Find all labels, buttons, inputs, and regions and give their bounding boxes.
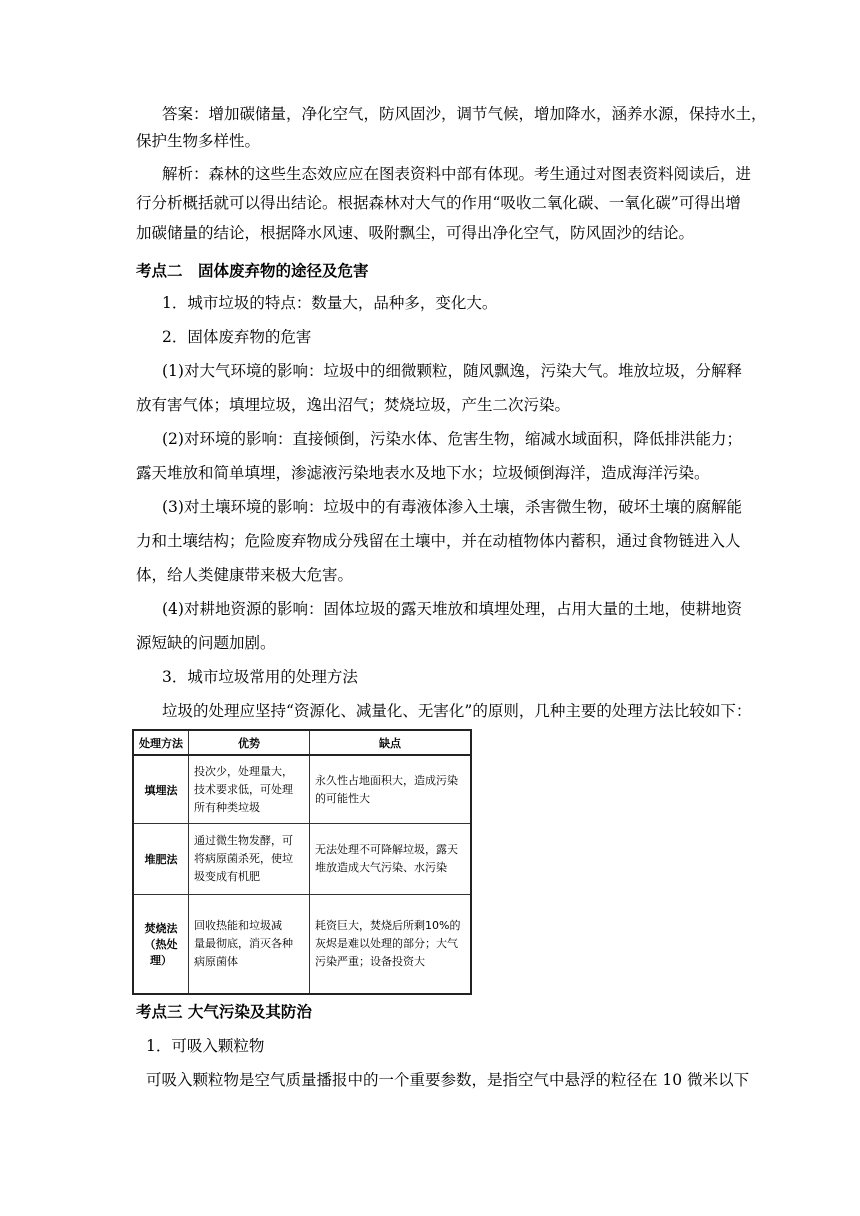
cell-line: 灰烬是难以处理的部分；大气 [315, 937, 458, 950]
table-row [133, 755, 471, 824]
item-3-line-1: (3)对土壤环境的影响：垃圾中的有毒液体渗入土壤，杀害微生物，破坏土壤的腐解能 [162, 498, 742, 516]
principle-paragraph: 垃圾的处理应坚持“资源化、减量化、无害化”的原则，几种主要的处理方法比较如下： [162, 702, 752, 720]
item-4-line-2: 源短缺的问题加剧。 [136, 634, 276, 652]
advantage-cell [189, 824, 310, 895]
cell-line: 技术要求低，可处理 [194, 782, 293, 796]
waste-treatment-table [132, 729, 472, 995]
item-2-line-1: (2)对环境的影响：直接倾倒，污染水体、危害生物，缩减水域面积，降低排洪能力； [162, 430, 742, 448]
table-header: 优势 [189, 730, 310, 755]
cell-line: 病原菌体 [194, 955, 238, 968]
cell-line: 将病原菌杀死，使垃 [194, 852, 293, 865]
cell-line: 永久性占地面积大，造成污染 [315, 773, 458, 787]
section-2-point-1: 1．城市垃圾的特点：数量大，品种多，变化大。 [162, 294, 498, 312]
advantage-cell [189, 895, 310, 995]
table-header: 缺点 [310, 730, 472, 755]
cell-line: 的可能性大 [315, 791, 370, 805]
cell-line: 焚烧法 [144, 922, 178, 935]
analysis-line-3: 加碳储量的结论，根据降水风速、吸附飘尘，可得出净化空气，防风固沙的结论。 [136, 224, 695, 242]
analysis-line-2: 行分析概括就可以得出结论。根据森林对大气的作用“吸收二氧化碳、一氧化碳”可得出增 [136, 194, 741, 212]
cell-line: 量最彻底，消灭各种 [194, 937, 293, 950]
answer-line-1: 答案：增加碳储量，净化空气，防风固沙，调节气候，增加降水，涵养水源，保持水土， [162, 105, 767, 123]
cell-line: 无法处理不可降解垃圾，露天 [315, 843, 458, 856]
table-header: 处理方法 [133, 730, 189, 755]
cell-line: 污染严重；设备投资大 [315, 955, 425, 968]
pm-paragraph: 可吸入颗粒物是空气质量播报中的一个重要参数，是指空气中悬浮的粒径在 10 微米以下 [146, 1071, 750, 1089]
table-row [133, 895, 471, 995]
disadvantage-cell [310, 755, 472, 824]
item-1-line-1: (1)对大气环境的影响：垃圾中的细微颗粒，随风飘逸，污染大气。堆放垃圾，分解释 [162, 362, 742, 380]
section-2-point-3: 3．城市垃圾常用的处理方法 [162, 668, 358, 686]
cell-line: 耗资巨大，焚烧后所剩10%的 [315, 919, 461, 932]
cell-line: 回收热能和垃圾减 [194, 919, 282, 932]
method-cell: 堆肥法 [133, 824, 189, 895]
table-row [133, 824, 471, 895]
cell-line: 通过微生物发酵，可 [194, 834, 293, 847]
section-2-point-2: 2．固体废弃物的危害 [162, 328, 312, 346]
item-1-line-2: 放有害气体；填埋垃圾，逸出沼气；焚烧垃圾，产生二次污染。 [136, 396, 571, 414]
section-3-heading: 考点三 大气污染及其防治 [136, 1003, 312, 1021]
answer-line-2: 保护生物多样性。 [136, 132, 261, 150]
cell-line: 堆放造成大气污染、水污染 [315, 861, 447, 874]
item-4-line-1: (4)对耕地资源的影响：固体垃圾的露天堆放和填埋处理，占用大量的土地，使耕地资 [162, 600, 742, 618]
item-2-line-2: 露天堆放和简单填埋，渗滤液污染地表水及地下水；垃圾倾倒海洋，造成海洋污染。 [136, 464, 710, 482]
table-header-row [133, 730, 471, 755]
item-3-line-3: 体，给人类健康带来极大危害。 [136, 566, 354, 584]
disadvantage-cell [310, 824, 472, 895]
cell-line: （热处理） [144, 938, 178, 967]
disadvantage-cell [310, 895, 472, 995]
advantage-cell [189, 755, 310, 824]
section-3-point-1: 1．可吸入颗粒物 [146, 1037, 265, 1055]
item-3-line-2: 力和土壤结构；危险废弃物成分残留在土壤中，并在动植物体内蓄积，通过食物链进入人 [136, 532, 741, 550]
method-cell: 填埋法 [133, 755, 189, 824]
method-cell [133, 895, 189, 995]
section-2-heading: 考点二 固体废弃物的途径及危害 [136, 262, 369, 280]
analysis-line-1: 解析：森林的这些生态效应应在图表资料中部有体现。考生通过对图表资料阅读后，进 [162, 165, 752, 183]
cell-line: 所有种类垃圾 [194, 800, 260, 814]
cell-line: 投次少，处理量大， [194, 764, 293, 778]
cell-line: 圾变成有机肥 [194, 870, 260, 883]
